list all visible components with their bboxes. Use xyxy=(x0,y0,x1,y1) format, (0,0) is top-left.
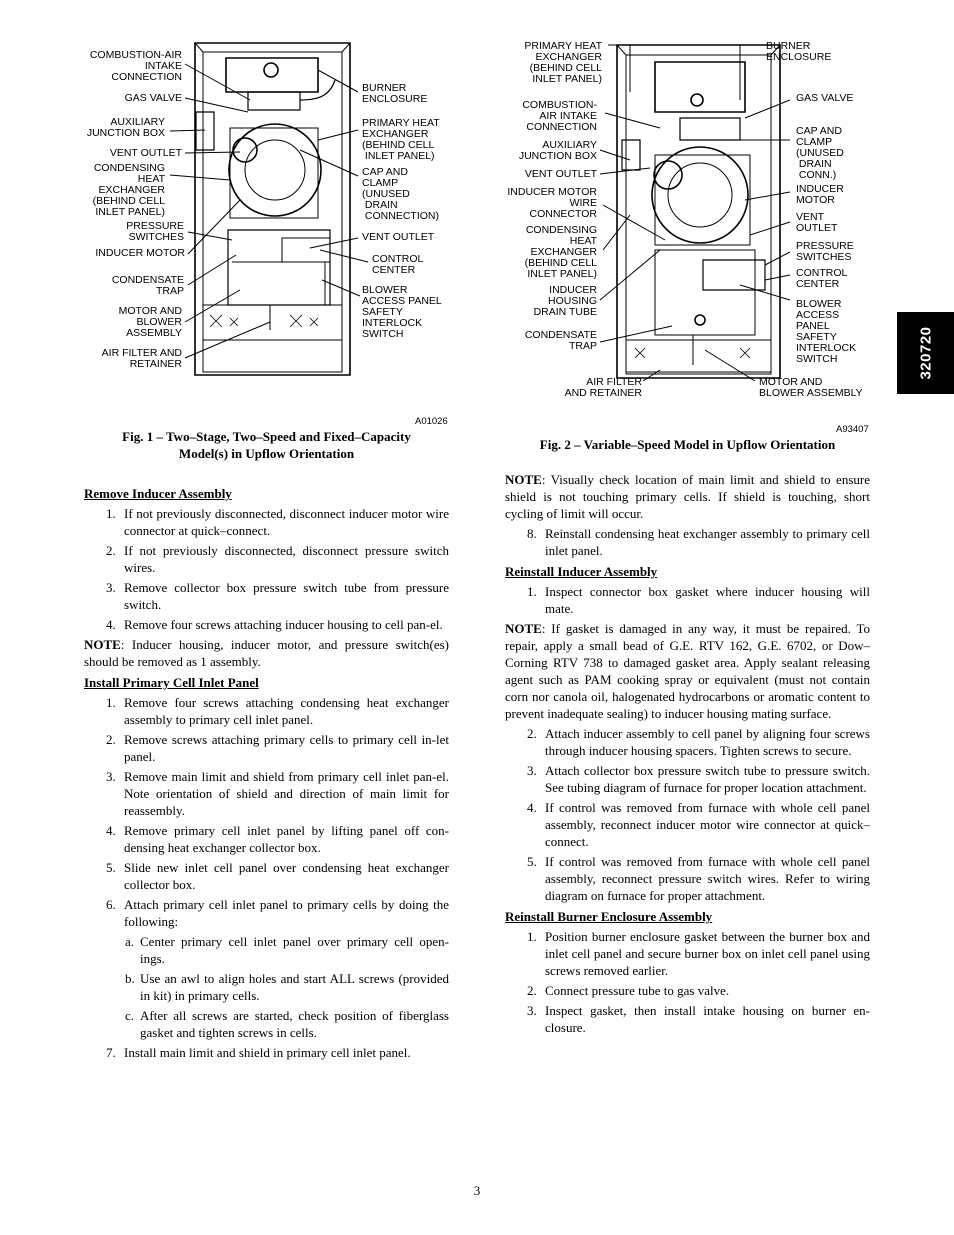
list-item-number: 3. xyxy=(106,580,116,595)
list-item-number: 2. xyxy=(106,732,116,747)
note-text: : Inducer housing, inducer motor, and pressure switch(es) should be removed as 1 assembly. xyxy=(84,637,449,669)
fig2-code: A93407 xyxy=(836,424,869,435)
list-item-text: If control was removed from furnace with whole cell panel assembly, reconnect pressure switch wires. Refer to wiring diagram on furnace for proper attachment. xyxy=(545,854,870,903)
list-item xyxy=(505,928,870,979)
list-item-number: 4. xyxy=(106,823,116,838)
list-item-text: Attach collector box pressure switch tube to pressure switch. See tubing diagram of furnace for proper location attachment. xyxy=(545,763,870,795)
fig1-caption xyxy=(84,428,449,462)
list-item-number: 1. xyxy=(106,695,116,710)
list-item-number: 6. xyxy=(106,897,116,912)
list-item-text: Attach inducer assembly to cell panel by aligning four screws through inducer housing spacers. Tighten screws to secure. xyxy=(545,726,870,758)
fig2-label-burner-enclosure: BURNER ENCLOSURE xyxy=(766,40,832,63)
list-item xyxy=(84,822,449,856)
fig1-label-inducer-motor: INDUCER MOTOR xyxy=(95,247,185,259)
note-label: NOTE xyxy=(505,472,542,487)
heading-install-primary-cell: Install Primary Cell Inlet Panel xyxy=(84,675,259,690)
list-item xyxy=(84,1044,449,1061)
list-item xyxy=(84,579,449,613)
list-item xyxy=(505,982,870,999)
list-item-number: 1. xyxy=(106,506,116,521)
fig2-label-cap-clamp: CAP AND CLAMP (UNUSED DRAIN CONN.) xyxy=(796,125,844,181)
list-item-text: Position burner enclosure gasket between the burner box and inlet cell panel and secure burner box on inlet cell panel using screws removed earlier. xyxy=(545,929,870,978)
note-label: NOTE xyxy=(84,637,121,652)
list-item-text: Remove four screws attaching condensing heat exchanger assembly to primary cell inlet panel. xyxy=(124,695,449,727)
list-item-text: Remove four screws attaching inducer housing to cell pan-el. xyxy=(124,617,443,632)
list-item-text: Remove primary cell inlet panel by lifting panel off con-densing heat exchanger collector box. xyxy=(124,823,449,855)
fig2-label-inducer-motor: INDUCER MOTOR xyxy=(796,183,844,206)
fig2-caption: Fig. 2 – Variable–Speed Model in Upflow Orientation xyxy=(539,437,836,452)
fig1-label-cap-clamp: CAP AND CLAMP (UNUSED DRAIN CONNECTION) xyxy=(362,166,439,222)
right-column xyxy=(505,471,870,1039)
list-item-number: 2. xyxy=(527,983,537,998)
fig1-label-condensing-hx: CONDENSING HEAT EXCHANGER (BEHIND CELL INLET PANEL) xyxy=(92,162,165,218)
fig2-label-gas-valve: GAS VALVE xyxy=(796,92,854,104)
list-item-text: Slide new inlet cell panel over condensing heat exchanger collector box. xyxy=(124,860,449,892)
left-column xyxy=(84,481,449,1064)
sub-list-item xyxy=(84,970,449,1004)
list-item-number: 5. xyxy=(106,860,116,875)
fig1-label-pressure-switches: PRESSURE SWITCHES xyxy=(126,220,184,243)
list-item-text: If not previously disconnected, disconnect inducer motor wire connector at quick–connect. xyxy=(124,506,449,538)
note-paragraph xyxy=(505,471,870,522)
list-item xyxy=(84,505,449,539)
fig1-caption-line1: Fig. 1 – Two–Stage, Two–Speed and Fixed–Capacity xyxy=(122,429,411,444)
list-item xyxy=(84,859,449,893)
fig2-label-junction-box: AUXILIARY JUNCTION BOX xyxy=(518,139,597,162)
list-item-number: 4. xyxy=(106,617,116,632)
list-item-text: Reinstall condensing heat exchanger assembly to primary cell inlet panel. xyxy=(545,526,870,558)
fig2-label-motor-blower: MOTOR AND BLOWER ASSEMBLY xyxy=(759,376,863,399)
note-text: : Visually check location of main limit and shield to ensure shield is not touching primary cells. If shield is touching, short cycling of limit will occur. xyxy=(505,472,870,521)
fig2-label-blower-access: BLOWER ACCESS PANEL SAFETY INTERLOCK SWITCH xyxy=(796,298,857,365)
list-item xyxy=(505,853,870,904)
list-item xyxy=(505,799,870,850)
list-item-number: 1. xyxy=(527,929,537,944)
fig2-label-pressure-switches: PRESSURE SWITCHES xyxy=(796,240,854,263)
fig1-label-motor-blower: MOTOR AND BLOWER ASSEMBLY xyxy=(118,305,182,339)
list-item-number: 4. xyxy=(527,800,537,815)
list-item-number: 8. xyxy=(527,526,537,541)
list-item-number: 3. xyxy=(527,763,537,778)
list-item-number: 2. xyxy=(527,726,537,741)
list-item-text: If not previously disconnected, disconnect pressure switch wires. xyxy=(124,543,449,575)
fig1-label-combustion-air: COMBUSTION-AIR INTAKE CONNECTION xyxy=(89,49,182,83)
fig2-label-vent-outlet-right: VENT OUTLET xyxy=(796,211,838,234)
note-text: : If gasket is damaged in any way, it must be repaired. To repair, apply a small bead of G.E. RTV 162, G.E. 6702, or Dow–Corning RTV 738 to damaged gasket area. Apply sealant releasing agent such as PAM cooking spray or equivalent (must not contain corn nor canola oil, halogenated hydrocarbons or aromatic content to prevent inadequate sealing) to inducer housing mating surface. xyxy=(505,621,870,721)
note-paragraph xyxy=(84,636,449,670)
sub-list-text: After all screws are started, check position of fiberglass gasket and tighten screws in cells. xyxy=(140,1008,449,1040)
document-number-tab xyxy=(897,312,954,394)
fig1-label-blower-access: BLOWER ACCESS PANEL SAFETY INTERLOCK SWITCH xyxy=(362,284,442,340)
note-label: NOTE xyxy=(505,621,542,636)
list-item-number: 5. xyxy=(527,854,537,869)
fig2-label-primary-hx: PRIMARY HEAT EXCHANGER (BEHIND CELL INLET PANEL) xyxy=(524,40,602,85)
list-item xyxy=(84,896,449,930)
list-item xyxy=(84,616,449,633)
list-item xyxy=(505,525,870,559)
list-item xyxy=(505,583,870,617)
sub-list-item xyxy=(84,933,449,967)
fig1-label-primary-hx: PRIMARY HEAT EXCHANGER (BEHIND CELL INLET PANEL) xyxy=(362,117,440,162)
list-item-text: Remove collector box pressure switch tube from pressure switch. xyxy=(124,580,449,612)
list-item-text: Install main limit and shield in primary cell inlet panel. xyxy=(124,1045,411,1060)
list-item-text: Remove screws attaching primary cells to primary cell in-let panel. xyxy=(124,732,449,764)
page-number: 3 xyxy=(473,1183,481,1198)
list-item xyxy=(84,542,449,576)
fig1-label-junction-box: AUXILIARY JUNCTION BOX xyxy=(86,116,165,139)
heading-reinstall-inducer: Reinstall Inducer Assembly xyxy=(505,564,658,579)
fig2-label-condensate-trap: CONDENSATE TRAP xyxy=(524,329,597,352)
fig1-label-gas-valve: GAS VALVE xyxy=(124,92,182,104)
fig2-label-inducer-wire: INDUCER MOTOR WIRE CONNECTOR xyxy=(507,186,597,220)
fig1-label-vent-outlet-right: VENT OUTLET xyxy=(362,231,435,243)
list-item-number: 3. xyxy=(527,1003,537,1018)
fig2-label-drain-tube: INDUCER HOUSING DRAIN TUBE xyxy=(533,284,597,318)
note-paragraph xyxy=(505,620,870,722)
list-item xyxy=(505,725,870,759)
heading-reinstall-burner: Reinstall Burner Enclosure Assembly xyxy=(505,909,713,924)
fig2-label-air-filter: AIR FILTER AND RETAINER xyxy=(564,376,642,399)
fig1-label-condensate-trap: CONDENSATE TRAP xyxy=(111,274,184,297)
list-item-text: Connect pressure tube to gas valve. xyxy=(545,983,730,998)
fig2-label-combustion-air: COMBUSTION- AIR INTAKE CONNECTION xyxy=(522,99,597,133)
fig1-caption-line2: Model(s) in Upflow Orientation xyxy=(178,446,355,461)
sub-list-letter: b. xyxy=(125,971,135,986)
fig2-label-vent-outlet: VENT OUTLET xyxy=(524,168,597,180)
list-item-text: Attach primary cell inlet panel to primary cells by doing the following: xyxy=(124,897,449,929)
fig1-label-vent-outlet: VENT OUTLET xyxy=(109,147,182,159)
list-item xyxy=(505,1002,870,1036)
list-item xyxy=(84,768,449,819)
list-item-text: If control was removed from furnace with whole cell panel assembly, reconnect inducer motor wire connector at quick–connect. xyxy=(545,800,870,849)
list-item-number: 7. xyxy=(106,1045,116,1060)
fig1-label-control-center: CONTROL CENTER xyxy=(372,253,424,276)
list-item-text: Inspect connector box gasket where inducer housing will mate. xyxy=(545,584,870,616)
fig1-label-air-filter: AIR FILTER AND RETAINER xyxy=(101,347,182,370)
sub-list-item xyxy=(84,1007,449,1041)
list-item-number: 3. xyxy=(106,769,116,784)
document-number: 320720 xyxy=(917,326,934,380)
fig2-label-condensing-hx: CONDENSING HEAT EXCHANGER (BEHIND CELL INLET PANEL) xyxy=(524,224,597,280)
list-item-number: 1. xyxy=(527,584,537,599)
fig2-label-control-center: CONTROL CENTER xyxy=(796,267,848,290)
sub-list-text: Center primary cell inlet panel over primary cell open-ings. xyxy=(140,934,449,966)
heading-remove-inducer: Remove Inducer Assembly xyxy=(84,486,232,501)
sub-list-letter: c. xyxy=(125,1008,135,1023)
fig1-code: A01026 xyxy=(415,416,448,427)
list-item-text: Inspect gasket, then install intake housing on burner en-closure. xyxy=(545,1003,870,1035)
list-item xyxy=(84,694,449,728)
list-item-number: 2. xyxy=(106,543,116,558)
sub-list-text: Use an awl to align holes and start ALL screws (provided in kit) in primary cells. xyxy=(140,971,449,1003)
sub-list-letter: a. xyxy=(125,934,135,949)
list-item-text: Remove main limit and shield from primary cell inlet pan-el. Note orientation of shield and direction of main limit for reassembly. xyxy=(124,769,449,818)
list-item xyxy=(84,731,449,765)
fig1-label-burner-enclosure: BURNER ENCLOSURE xyxy=(362,82,428,105)
list-item xyxy=(505,762,870,796)
